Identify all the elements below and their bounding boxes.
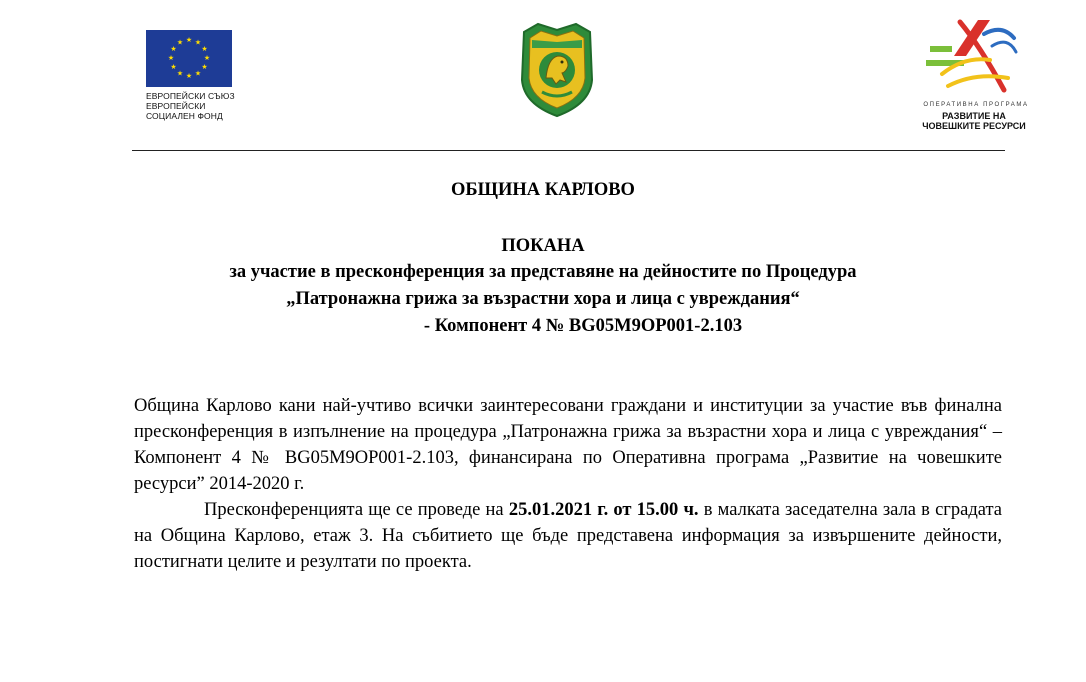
- svg-text:★: ★: [176, 38, 184, 47]
- paragraph-2-end: в малката заседателна зала в сградата на Община Карлово, етаж 3. На събитието ще бъде представена информация за извършените дейности, постигнати целите и резултати по проекта.: [134, 500, 1002, 572]
- hrd-program-name-line-2: ЧОВЕШКИТЕ РЕСУРСИ: [922, 121, 1026, 131]
- hrd-program-label: ОПЕРАТИВНА ПРОГРАМА: [923, 102, 1029, 108]
- event-date-time: 25.01.2021 г. от 15.00 ч.: [508, 500, 699, 520]
- svg-text:★: ★: [194, 69, 202, 78]
- hrd-program-name-line-1: РАЗВИТИЕ НА: [942, 111, 1006, 121]
- svg-text:★: ★: [170, 45, 177, 53]
- paragraph-1: Община Карлово кани най-учтиво всички заинтересовани граждани и институции за участие във финална пресконференция в изпълнение на процедура „Патронажна грижа за възрастни хора и лица с увреждания“ – Компонент 4 № BG05M9OP001-2.103, финансирана по Оперативна програма „Развитие на човешките ресурси” 2014-2020 г.: [134, 396, 1002, 494]
- invitation-subtitle-line-2: „Патронажна грижа за възрастни хора и лица с увреждания“: [286, 289, 800, 309]
- eu-logo-line-3: СОЦИАЛЕН ФОНД: [146, 111, 223, 121]
- svg-text:★: ★: [185, 72, 193, 80]
- letterhead: [0, 0, 1086, 150]
- svg-text:★: ★: [201, 63, 208, 71]
- svg-text:★: ★: [170, 63, 177, 71]
- hrd-program-logo: [908, 16, 1038, 131]
- svg-text:★: ★: [176, 69, 184, 78]
- invitation-subtitle-line-3: - Компонент 4 № BG05M9OP001-2.103: [423, 316, 743, 336]
- organization-title: ОБЩИНА КАРЛОВО: [451, 180, 635, 200]
- svg-text:★: ★: [194, 38, 202, 47]
- invitation-title: ПОКАНА: [501, 236, 585, 256]
- paragraph-2: [134, 497, 1002, 575]
- eu-logo-line-2: ЕВРОПЕЙСКИ: [146, 101, 206, 111]
- karlovo-crest-icon: [516, 18, 598, 118]
- header-divider: [132, 150, 1005, 151]
- invitation-subtitle-line-1: за участие в пресконференция за представяне на дейностите по Процедура: [229, 262, 857, 282]
- svg-text:★: ★: [201, 45, 208, 53]
- hrd-program-icon: [920, 16, 1020, 94]
- eu-logo: [146, 30, 246, 121]
- paragraph-2-start: Пресконференцията ще се проведе на: [204, 500, 509, 520]
- svg-text:★: ★: [167, 54, 175, 62]
- eu-logo-line-1: ЕВРОПЕЙСКИ СЪЮЗ: [146, 91, 235, 101]
- svg-text:★: ★: [185, 36, 193, 44]
- svg-text:★: ★: [203, 54, 211, 62]
- eu-flag-icon: [146, 30, 232, 87]
- invitation-body: [134, 393, 1002, 575]
